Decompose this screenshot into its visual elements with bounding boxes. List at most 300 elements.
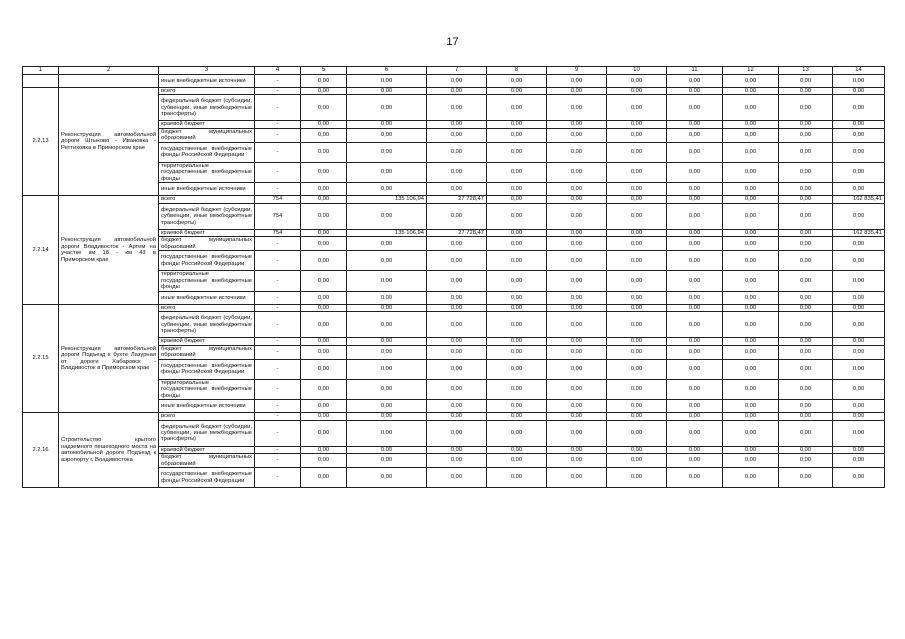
table-cell: 0,00 [487,468,547,488]
table-cell: 0,00 [347,400,427,413]
table-cell: 0,00 [427,183,487,196]
table-cell: 0,00 [487,291,547,304]
table-cell: 0,00 [427,237,487,251]
table-cell: 0,00 [301,183,347,196]
table-cell: 0,00 [427,420,487,446]
table-cell: 0,00 [607,291,667,304]
table-cell: 0,00 [723,420,779,446]
column-header: 11 [667,67,723,75]
table-cell: 754 [255,203,301,229]
table-cell: 0,00 [833,304,885,311]
table-cell: 0,00 [723,203,779,229]
table-cell: 0,00 [607,345,667,359]
table-cell: 0,00 [833,379,885,399]
table-cell: 754 [255,229,301,236]
table-cell: 0,00 [607,75,667,88]
table-cell: 0,00 [301,420,347,446]
funding-source-cell: территориальные государственные внебюджетные фонды [159,379,255,399]
table-cell: 0,00 [833,237,885,251]
table-cell: 0,00 [723,128,779,142]
table-cell: 0,00 [667,128,723,142]
funding-source-cell: территориальные государственные внебюджетные фонды [159,271,255,291]
table-cell: 0,00 [301,454,347,468]
table-cell: 0,00 [667,312,723,338]
table-cell: 0,00 [667,142,723,162]
funding-source-cell: территориальные государственные внебюджетные фонды [159,162,255,182]
table-cell: 0,00 [427,128,487,142]
table-cell: 0,00 [723,75,779,88]
table-cell: 0,00 [723,345,779,359]
table-cell: 0,00 [723,379,779,399]
table-cell: 0,00 [723,312,779,338]
table-cell: 0,00 [833,345,885,359]
table-cell: 0,00 [301,271,347,291]
table-cell: 0,00 [427,413,487,420]
table-cell: 0,00 [427,203,487,229]
funding-source-cell: федеральный бюджет (субсидии, субвенции, иные межбюджетные трансферты) [159,203,255,229]
table-cell: 0,00 [487,271,547,291]
table-cell: 0,00 [667,359,723,379]
table-cell: 0,00 [487,75,547,88]
table-cell: 0,00 [607,359,667,379]
table-cell: 0,00 [723,229,779,236]
table-cell: 0,00 [347,291,427,304]
table-cell: 0,00 [667,345,723,359]
funding-source-cell: государственные внебюджетные фонды Российской Федерации [159,251,255,271]
table-cell: 0,00 [723,121,779,128]
table-cell: 0,00 [547,379,607,399]
table-cell: 135 106,94 [347,229,427,236]
table-cell: 0,00 [723,359,779,379]
table-cell: 0,00 [487,229,547,236]
table-cell: 0,00 [779,196,833,203]
table-cell: - [255,162,301,182]
table-cell: 754 [255,196,301,203]
table-cell: 0,00 [667,121,723,128]
table-cell: 135 106,94 [347,196,427,203]
table-cell: 0,00 [427,400,487,413]
table-cell: 0,00 [723,468,779,488]
column-header: 14 [833,67,885,75]
table-cell: 0,00 [427,304,487,311]
table-cell: 0,00 [723,338,779,345]
table-cell: 0,00 [667,446,723,453]
table-cell: 0,00 [723,446,779,453]
table-cell: 0,00 [833,162,885,182]
table-cell: 0,00 [547,271,607,291]
table-cell: 0,00 [833,75,885,88]
table-cell: - [255,251,301,271]
table-cell: 0,00 [833,121,885,128]
table-cell: 0,00 [427,446,487,453]
table-cell: 0,00 [487,359,547,379]
item-code-cell: 2.2.13 [23,88,59,196]
item-description-cell: Реконструкция автомобильной дороги Штыково - Ивановка - Реттиховка в Приморском крае [59,88,159,196]
table-cell: 0,00 [347,271,427,291]
table-cell: 0,00 [833,338,885,345]
table-cell: 0,00 [723,142,779,162]
table-cell: 0,00 [301,446,347,453]
funding-source-cell: иные внебюджетные источники [159,291,255,304]
table-cell: 0,00 [607,338,667,345]
table-cell: - [255,304,301,311]
table-cell: 0,00 [427,338,487,345]
table-cell: 0,00 [779,229,833,236]
item-code-cell: 2.2.16 [23,413,59,488]
funding-source-cell: бюджет муниципальных образований [159,454,255,468]
column-header: 5 [301,67,347,75]
budget-table [22,66,885,488]
table-cell: 0,00 [487,454,547,468]
table-cell: 0,00 [607,454,667,468]
table-cell: - [255,312,301,338]
table-cell: 0,00 [347,203,427,229]
table-cell: 0,00 [301,359,347,379]
table-cell: 0,00 [667,162,723,182]
table-cell: 0,00 [547,413,607,420]
table-cell: 0,00 [547,183,607,196]
funding-source-cell: государственные внебюджетные фонды Российской Федерации [159,359,255,379]
funding-source-cell: иные внебюджетные источники [159,75,255,88]
table-cell: 0,00 [779,304,833,311]
table-cell: 0,00 [547,446,607,453]
table-cell: 0,00 [487,88,547,95]
column-header: 4 [255,67,301,75]
table-cell: 0,00 [487,237,547,251]
table-cell: 0,00 [427,142,487,162]
table-cell: 0,00 [427,312,487,338]
table-cell: 0,00 [547,95,607,121]
table-cell: 0,00 [833,359,885,379]
table-cell: 0,00 [607,413,667,420]
table-cell: 0,00 [607,468,667,488]
table-cell: 0,00 [833,468,885,488]
table-cell: 0,00 [607,162,667,182]
column-header: 1 [23,67,59,75]
table-cell: 0,00 [427,162,487,182]
table-cell: 0,00 [723,162,779,182]
table-cell: 0,00 [547,468,607,488]
table-cell: 0,00 [301,162,347,182]
table-cell: 0,00 [547,128,607,142]
table-cell: 0,00 [347,446,427,453]
table-cell: 0,00 [427,291,487,304]
table-cell: 0,00 [487,413,547,420]
table-cell: - [255,142,301,162]
table-cell: 0,00 [301,196,347,203]
table-cell: 0,00 [779,237,833,251]
table-cell: 0,00 [487,121,547,128]
table-cell: 0,00 [347,251,427,271]
table-cell: 0,00 [779,420,833,446]
table-cell: 0,00 [833,88,885,95]
table-cell: 0,00 [427,251,487,271]
table-body [23,75,885,488]
funding-source-cell: бюджет муниципальных образований [159,345,255,359]
table-cell: 0,00 [347,142,427,162]
table-cell: 0,00 [667,237,723,251]
table-row [23,196,885,203]
table-cell: 0,00 [667,196,723,203]
table-cell: 0,00 [723,454,779,468]
table-cell: 0,00 [347,338,427,345]
table-cell: - [255,271,301,291]
table-cell: - [255,359,301,379]
table-cell: - [255,454,301,468]
table-cell: 0,00 [667,379,723,399]
table-cell: 0,00 [779,121,833,128]
table-cell: 0,00 [779,468,833,488]
table-cell: 0,00 [667,468,723,488]
table-cell: 0,00 [347,75,427,88]
funding-source-cell: федеральный бюджет (субсидии, субвенции, иные межбюджетные трансферты) [159,420,255,446]
table-cell: 0,00 [779,88,833,95]
column-header: 10 [607,67,667,75]
table-header [23,67,885,75]
table-cell: 0,00 [667,454,723,468]
table-cell: 0,00 [779,338,833,345]
funding-source-cell: краевой бюджет [159,446,255,453]
table-cell: 0,00 [779,271,833,291]
funding-source-cell: бюджет муниципальных образований [159,128,255,142]
table-cell: 162 835,41 [833,196,885,203]
table-cell: 0,00 [779,95,833,121]
table-cell: 0,00 [347,413,427,420]
table-cell: 0,00 [723,251,779,271]
table-cell: 0,00 [301,304,347,311]
table-cell: 0,00 [667,203,723,229]
table-cell: 0,00 [779,359,833,379]
table-cell: 0,00 [301,338,347,345]
table-cell: 27 728,47 [427,229,487,236]
table-cell: 0,00 [547,454,607,468]
table-cell: 0,00 [487,162,547,182]
table-cell: 0,00 [347,95,427,121]
table-cell: 0,00 [779,312,833,338]
table-cell: 0,00 [607,142,667,162]
table-cell: 0,00 [833,142,885,162]
table-cell: 0,00 [427,95,487,121]
column-header: 6 [347,67,427,75]
table-cell: 0,00 [607,183,667,196]
table-cell: 0,00 [607,446,667,453]
table-cell: 0,00 [347,312,427,338]
table-cell: 0,00 [779,345,833,359]
table-cell: 0,00 [487,196,547,203]
table-cell: - [255,128,301,142]
table-cell: 162 835,41 [833,229,885,236]
table-cell: 0,00 [301,88,347,95]
table-cell: 0,00 [301,229,347,236]
table-cell: 0,00 [667,183,723,196]
table-cell: 0,00 [779,183,833,196]
table-cell: 0,00 [547,312,607,338]
funding-source-cell: бюджет муниципальных образований [159,237,255,251]
table-cell: 0,00 [427,88,487,95]
funding-source-cell: государственные внебюджетные фонды Российской Федерации [159,142,255,162]
table-cell: 0,00 [779,291,833,304]
table-cell: 0,00 [667,251,723,271]
table-cell: - [255,413,301,420]
table-cell: 0,00 [547,251,607,271]
table-cell: 0,00 [723,95,779,121]
table-cell: 0,00 [347,420,427,446]
table-cell: 0,00 [427,379,487,399]
item-description-cell: Строительство крытого надземного пешеходного моста на автомобильной дороге Подъезд к аэропорту г. Владивостока [59,413,159,488]
table-cell: - [255,291,301,304]
table-cell: 0,00 [779,203,833,229]
table-cell: 0,00 [547,338,607,345]
table-cell: 0,00 [301,291,347,304]
table-cell: 0,00 [607,88,667,95]
funding-source-cell: государственные внебюджетные фонды Российской Федерации [159,468,255,488]
funding-source-cell: всего [159,304,255,311]
funding-source-cell: краевой бюджет [159,121,255,128]
table-cell: 0,00 [301,468,347,488]
table-cell: 0,00 [667,338,723,345]
table-cell: 0,00 [427,121,487,128]
table-cell: 0,00 [301,312,347,338]
table-cell: 0,00 [833,95,885,121]
table-cell: 0,00 [487,312,547,338]
table-cell: 0,00 [347,304,427,311]
table-cell: 0,00 [547,400,607,413]
table-cell: 0,00 [607,379,667,399]
page-number: 17 [446,36,459,48]
table-cell: 0,00 [779,251,833,271]
table-cell: 0,00 [833,413,885,420]
table-cell: 0,00 [547,121,607,128]
table-cell: 0,00 [723,291,779,304]
table-cell: 0,00 [723,271,779,291]
table-cell: 0,00 [723,413,779,420]
table-cell: 0,00 [833,251,885,271]
table-cell: 0,00 [547,229,607,236]
funding-source-cell: иные внебюджетные источники [159,400,255,413]
table-cell: 0,00 [779,75,833,88]
table-cell: 0,00 [667,291,723,304]
table-cell: 0,00 [487,183,547,196]
table-cell: 0,00 [347,468,427,488]
funding-source-cell: всего [159,196,255,203]
table-cell: 0,00 [723,400,779,413]
table-cell: - [255,468,301,488]
column-header: 3 [159,67,255,75]
table-cell: 0,00 [833,312,885,338]
table-cell: 0,00 [487,142,547,162]
column-header: 13 [779,67,833,75]
table-cell: 0,00 [347,454,427,468]
table-cell: 0,00 [347,345,427,359]
table-cell: 0,00 [607,312,667,338]
table-cell: 0,00 [427,271,487,291]
funding-source-cell: всего [159,413,255,420]
table-cell: 0,00 [427,359,487,379]
table-cell: - [255,420,301,446]
table-cell: 27 728,47 [427,196,487,203]
funding-source-cell: краевой бюджет [159,338,255,345]
column-header: 7 [427,67,487,75]
table-cell: - [255,88,301,95]
item-code-cell: 2.2.14 [23,196,59,304]
table-cell: 0,00 [779,162,833,182]
table-cell: 0,00 [487,446,547,453]
table-cell: 0,00 [301,400,347,413]
table-row [23,88,885,95]
item-code-cell [23,75,59,88]
table-cell: 0,00 [487,304,547,311]
column-header: 12 [723,67,779,75]
table-cell: 0,00 [547,237,607,251]
table-cell: 0,00 [833,400,885,413]
table-cell: 0,00 [301,345,347,359]
table-cell: 0,00 [833,446,885,453]
table-cell: - [255,345,301,359]
table-cell: 0,00 [607,121,667,128]
table-cell: 0,00 [833,128,885,142]
table-cell: 0,00 [547,88,607,95]
table-cell: 0,00 [779,400,833,413]
table-cell: 0,00 [779,379,833,399]
table-cell: 0,00 [547,359,607,379]
table-cell: 0,00 [427,454,487,468]
table-cell: 0,00 [301,237,347,251]
table-cell: 0,00 [723,237,779,251]
table-cell: - [255,338,301,345]
table-cell: 0,00 [301,142,347,162]
table-cell: 0,00 [301,128,347,142]
item-code-cell: 2.2.15 [23,304,59,412]
table-cell: 0,00 [723,196,779,203]
table-cell: 0,00 [301,251,347,271]
table-cell: 0,00 [667,75,723,88]
table-cell: 0,00 [347,121,427,128]
item-description-cell [59,75,159,88]
table-cell: 0,00 [779,413,833,420]
table-cell: 0,00 [723,88,779,95]
table-cell: 0,00 [547,203,607,229]
table-cell: 0,00 [667,229,723,236]
item-description-cell: Реконструкция автомобильной дороги Подъезд к бухте Лазурная от дороги Хабаровск - Владивосток в Приморском крае [59,304,159,412]
table-cell: 0,00 [667,413,723,420]
table-cell: - [255,121,301,128]
table-cell: 0,00 [607,304,667,311]
funding-source-cell: федеральный бюджет (субсидии, субвенции, иные межбюджетные трансферты) [159,95,255,121]
table-row [23,413,885,420]
table-cell: 0,00 [301,95,347,121]
table-cell: - [255,379,301,399]
table-cell: 0,00 [607,203,667,229]
table-cell: 0,00 [607,196,667,203]
table-cell: 0,00 [779,128,833,142]
table-cell: 0,00 [607,128,667,142]
table-cell: 0,00 [723,183,779,196]
table-cell: 0,00 [301,203,347,229]
table-cell: 0,00 [779,454,833,468]
table-cell: 0,00 [347,359,427,379]
table-cell: 0,00 [427,75,487,88]
column-header: 2 [59,67,159,75]
table-cell: 0,00 [487,203,547,229]
table-cell: 0,00 [667,95,723,121]
table-cell: 0,00 [427,468,487,488]
table-cell: 0,00 [301,379,347,399]
funding-source-cell: всего [159,88,255,95]
table-cell: 0,00 [833,203,885,229]
table-cell: 0,00 [347,183,427,196]
table-cell: 0,00 [347,162,427,182]
table-cell: 0,00 [547,420,607,446]
